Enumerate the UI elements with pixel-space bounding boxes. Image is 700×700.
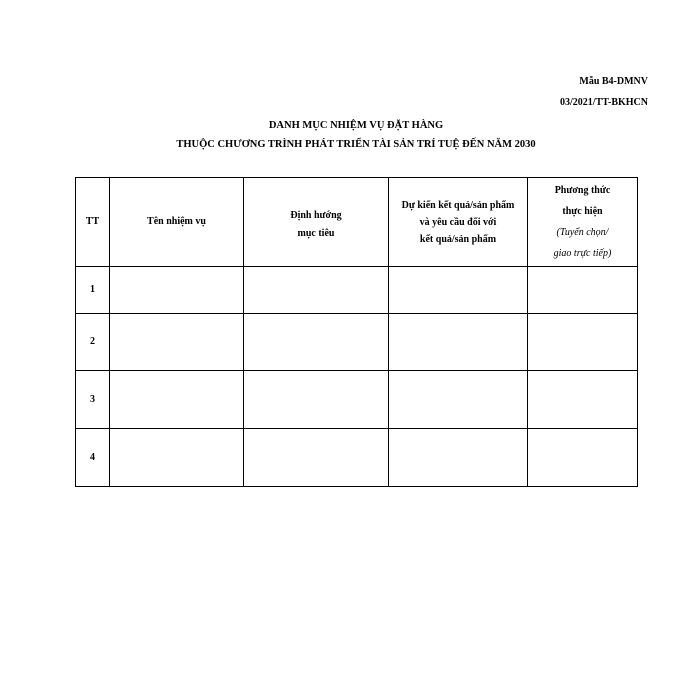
orientation-cell [244,429,389,487]
header-tt: TT [76,178,110,267]
table-header-row [76,178,638,267]
results-cell [389,429,528,487]
results-cell [389,314,528,371]
header-orientation-line1: Định hướng [290,210,342,221]
document-title: DANH MỤC NHIỆM VỤ ĐẶT HÀNG [268,120,444,131]
header-method-line2: thực hiện [562,206,603,217]
task-name-cell [110,429,244,487]
header-task-name: Tên nhiệm vụ [110,178,244,267]
task-table [75,177,638,487]
task-name-cell [110,371,244,429]
task-name-cell [110,314,244,371]
header-method-line4: giao trực tiếp) [553,248,612,259]
task-name-cell [110,267,244,314]
row-number: 3 [76,371,110,429]
method-cell [528,314,638,371]
header-method [528,178,638,267]
circular-number: 03/2021/TT-BKHCN [560,97,648,108]
results-cell [389,371,528,429]
header-method-line3: (Tuyển chọn/ [556,227,609,238]
orientation-cell [244,267,389,314]
header-method-line1: Phương thức [554,185,611,196]
header-results-line3: kết quả/sản phẩm [419,233,497,245]
table-row [76,314,638,371]
row-number: 4 [76,429,110,487]
table-row [76,371,638,429]
header-orientation [244,178,389,267]
table-row [76,429,638,487]
method-cell [528,267,638,314]
orientation-cell [244,371,389,429]
header-results-line2: và yêu cầu đối với [419,216,497,228]
row-number: 2 [76,314,110,371]
row-number: 1 [76,267,110,314]
method-cell [528,371,638,429]
document-subtitle: THUỘC CHƯƠNG TRÌNH PHÁT TRIỂN TÀI SẢN TRÍ TUỆ ĐẾN NĂM 2030 [176,139,536,150]
method-cell [528,429,638,487]
header-orientation-line2: mục tiêu [297,228,335,239]
table-row [76,267,638,314]
results-cell [389,267,528,314]
form-code: Mẫu B4-DMNV [579,76,648,87]
header-results-line1: Dự kiến kết quả/sản phẩm [401,199,515,211]
orientation-cell [244,314,389,371]
header-expected-results [389,178,528,267]
